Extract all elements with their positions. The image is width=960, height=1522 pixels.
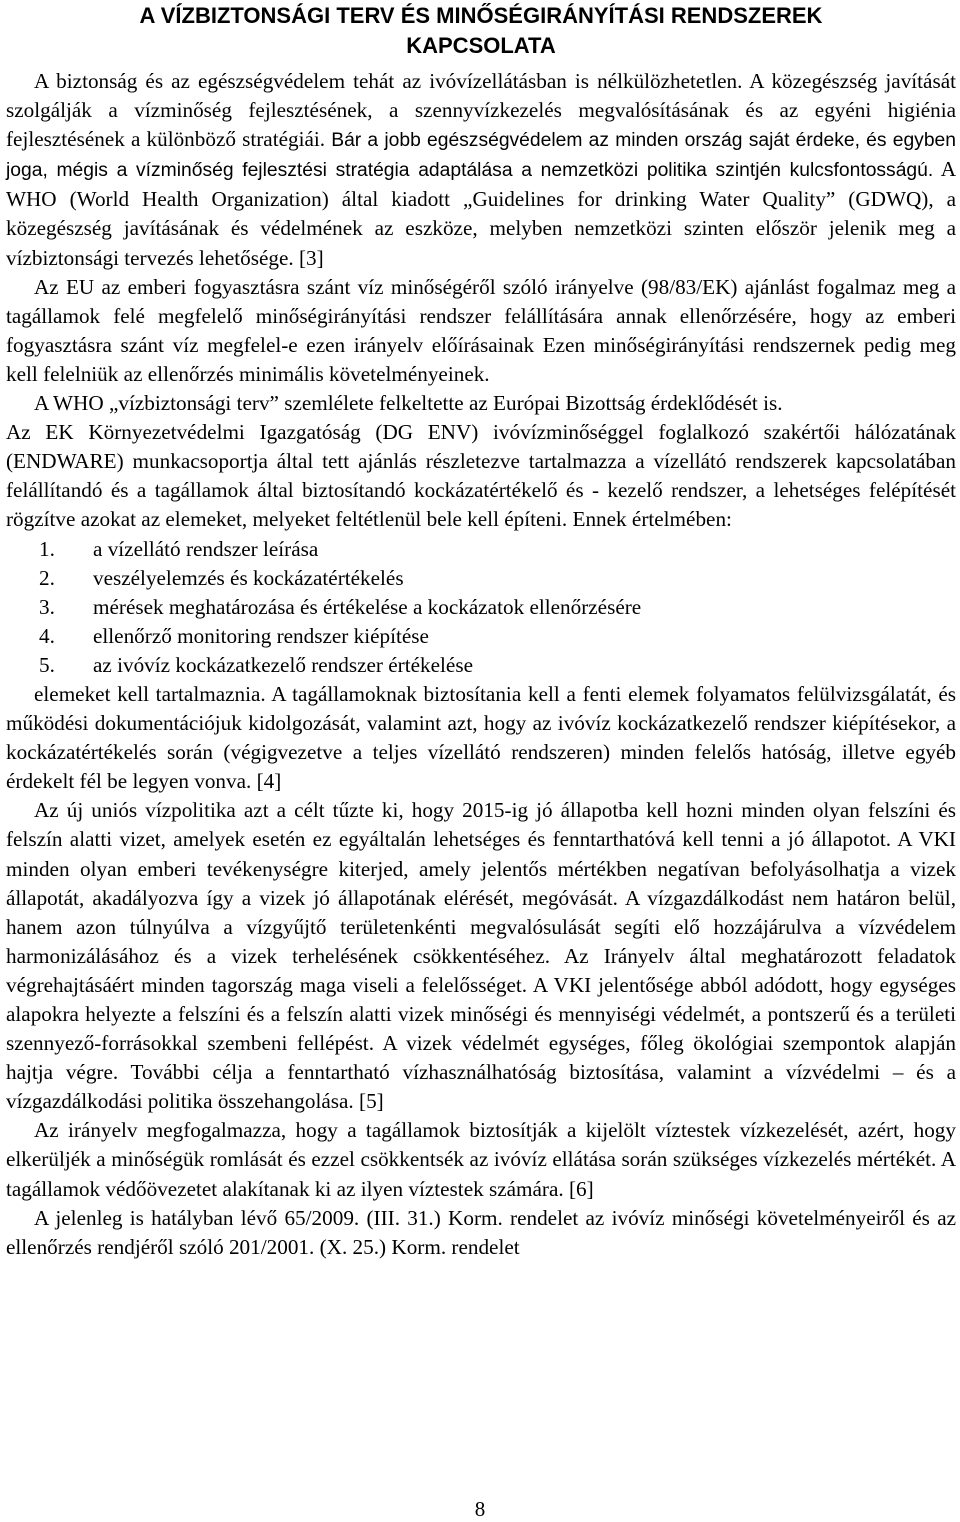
list-item — [6, 535, 956, 564]
title-line-2: KAPCSOLATA — [406, 33, 556, 58]
list-item-text: az ivóvíz kockázatkezelő rendszer értékelése — [93, 652, 473, 677]
paragraph-7: Az irányelv megfogalmazza, hogy a tagállamok biztosítják a kijelölt víztestek vízkezelését, azért, hogy elkerüljék a minőségük romlását és ezzel csökkentsék az ivóvíz ellátása során szükséges vízkezelés mértékét. A tagállamok védőövezetet alakítanak ki az ilyen víztestek számára. [6] — [6, 1118, 956, 1201]
paragraph-3: A WHO „vízbiztonsági terv” szemlélete felkeltette az Európai Bizottság érdeklődését is. — [34, 391, 783, 416]
list-item-number: 3. — [39, 594, 55, 619]
list-item — [6, 593, 956, 622]
list-item — [6, 564, 956, 593]
paragraph-6: Az új uniós vízpolitika azt a célt tűzte ki, hogy 2015-ig jó állapotba kell hozni minden olyan felszíni és felszín alatti vizet, amelyek esetén ez egyáltalán lehetséges és fenntarthatóvá kell tenni a jó állapotot. A VKI minden olyan emberi tevékenységre kiterjed, amely jelentős mértékben negatívan befolyásolhatja a vizek állapotát, akadályozva így a vizek jó állapotának elérését, megóvását. A vízgazdálkodást nem határon belül, hanem azon túlnyúlva a vízgyűjtő területenkénti megvalósulását segíti elő hozzájárulva a vízvédelem harmonizálásához és a vizek terhelésének csökkentéséhez. Az Irányelv által meghatározott feladatok végrehajtásáért minden tagország maga viseli a felelősséget. A VKI jelentősége abból adódott, hogy egységes alapokra helyezte a felszíni és a felszín alatti vizek minőségi és mennyiségi védelmét, a pontszerű és a területi szennyező-forrásokkal szembeni fellépést. A vizek védelmét egységes, főleg ökológiai szempontok alapján hajtja végre. További célja a fenntartható vízhasználhatóság biztosítása, valamint a vízvédelmi – és a vízgazdálkodási politika összehangolása. [5] — [6, 798, 956, 1114]
list-item — [6, 622, 956, 651]
page-number: 8 — [474, 1497, 486, 1521]
list-item-number: 5. — [39, 652, 55, 677]
paragraph-4: Az EK Környezetvédelmi Igazgatóság (DG ENV) ivóvízminőséggel foglalkozó szakértői hálózatának (ENDWARE) munkacsoportja által tett ajánlás részletezve tartalmazza a vízellátó rendszerek kapcsolatában felállítandó és a tagállamok által biztosítandó kockázatértékelő és - kezelő rendszer, a lehetséges felépítését rögzítve azokat az elemeket, melyeket feltétlenül bele kell építeni. Ennek értelmében: — [6, 420, 956, 532]
document-body — [6, 67, 956, 1262]
list-item-number: 2. — [39, 565, 55, 590]
paragraph-1 — [6, 67, 956, 273]
list-item-number: 4. — [39, 623, 55, 648]
paragraph-8: A jelenleg is hatályban lévő 65/2009. (III. 31.) Korm. rendelet az ivóvíz minőségi követelményeiről és az ellenőrzés rendjéről szóló 201/2001. (X. 25.) Korm. rendelet — [6, 1205, 956, 1259]
document-page — [6, 0, 956, 1262]
title-line-1: A VÍZBIZTONSÁGI TERV ÉS MINŐSÉGIRÁNYÍTÁSI RENDSZEREK — [139, 3, 823, 28]
document-title — [6, 0, 956, 61]
paragraph-1-part-1: A biztonság és az egészségvédelem tehát az ivóvízellátásban is nélkülözhetetlen. A közegészség javítását szolgálják a vízminőség fejlesztésének, a szennyvízkezelés megvalósításának és az egyéni higiénia fejlesztésének a különböző stratégiái. — [6, 69, 956, 152]
paragraph-5: elemeket kell tartalmaznia. A tagállamoknak biztosítania kell a fenti elemek folyamatos felülvizsgálatát, és működési dokumentációjuk kidolgozását, valamint azt, hogy az ivóvíz kockázatkezelő rendszer kiépítésekor, a kockázatértékelés során (végigvezetve a teljes vízellátó rendszeren) minden felelős hatóság, illetve egyéb érdekelt fél be legyen vonva. [4] — [6, 681, 956, 794]
list-item-text: a vízellátó rendszer leírása — [93, 536, 319, 561]
paragraph-1-part-3: A WHO (World Health Organization) által kiadott „Guidelines for drinking Water Quality” (GDWQ), a közegészség javításának és védelmének az eszköze, melyben nemzetközi szinten először jelenik meg a vízbiztonsági tervezés lehetősége. [3] — [6, 157, 956, 270]
list-item-number: 1. — [39, 536, 55, 561]
paragraph-1-part-2: Bár a jobb egészségvédelem az minden ország saját érdeke, és egyben joga, mégis a vízminőség fejlesztési stratégia adaptálása a nemzetközi politika szintjén kulcsfontosságú. — [6, 130, 956, 182]
list-item-text: mérések meghatározása és értékelése a kockázatok ellenőrzésére — [93, 594, 642, 619]
list-item-text: veszélyelemzés és kockázatértékelés — [93, 565, 404, 590]
paragraph-2: Az EU az emberi fogyasztásra szánt víz minőségéről szóló irányelve (98/83/EK) ajánlást fogalmaz meg a tagállamok felé megfelelő minőségirányítási rendszer felállítására annak ellenőrzésére, hogy az emberi fogyasztásra szánt víz megfelel-e ezen irányelv előírásainak Ezen minőségirányítási rendszernek pedig meg kell felelniük az ellenőrzés minimális követelményeinek. — [6, 274, 956, 386]
list-item — [6, 651, 956, 680]
list-item-text: ellenőrző monitoring rendszer kiépítése — [93, 623, 429, 648]
numbered-list — [6, 535, 956, 680]
